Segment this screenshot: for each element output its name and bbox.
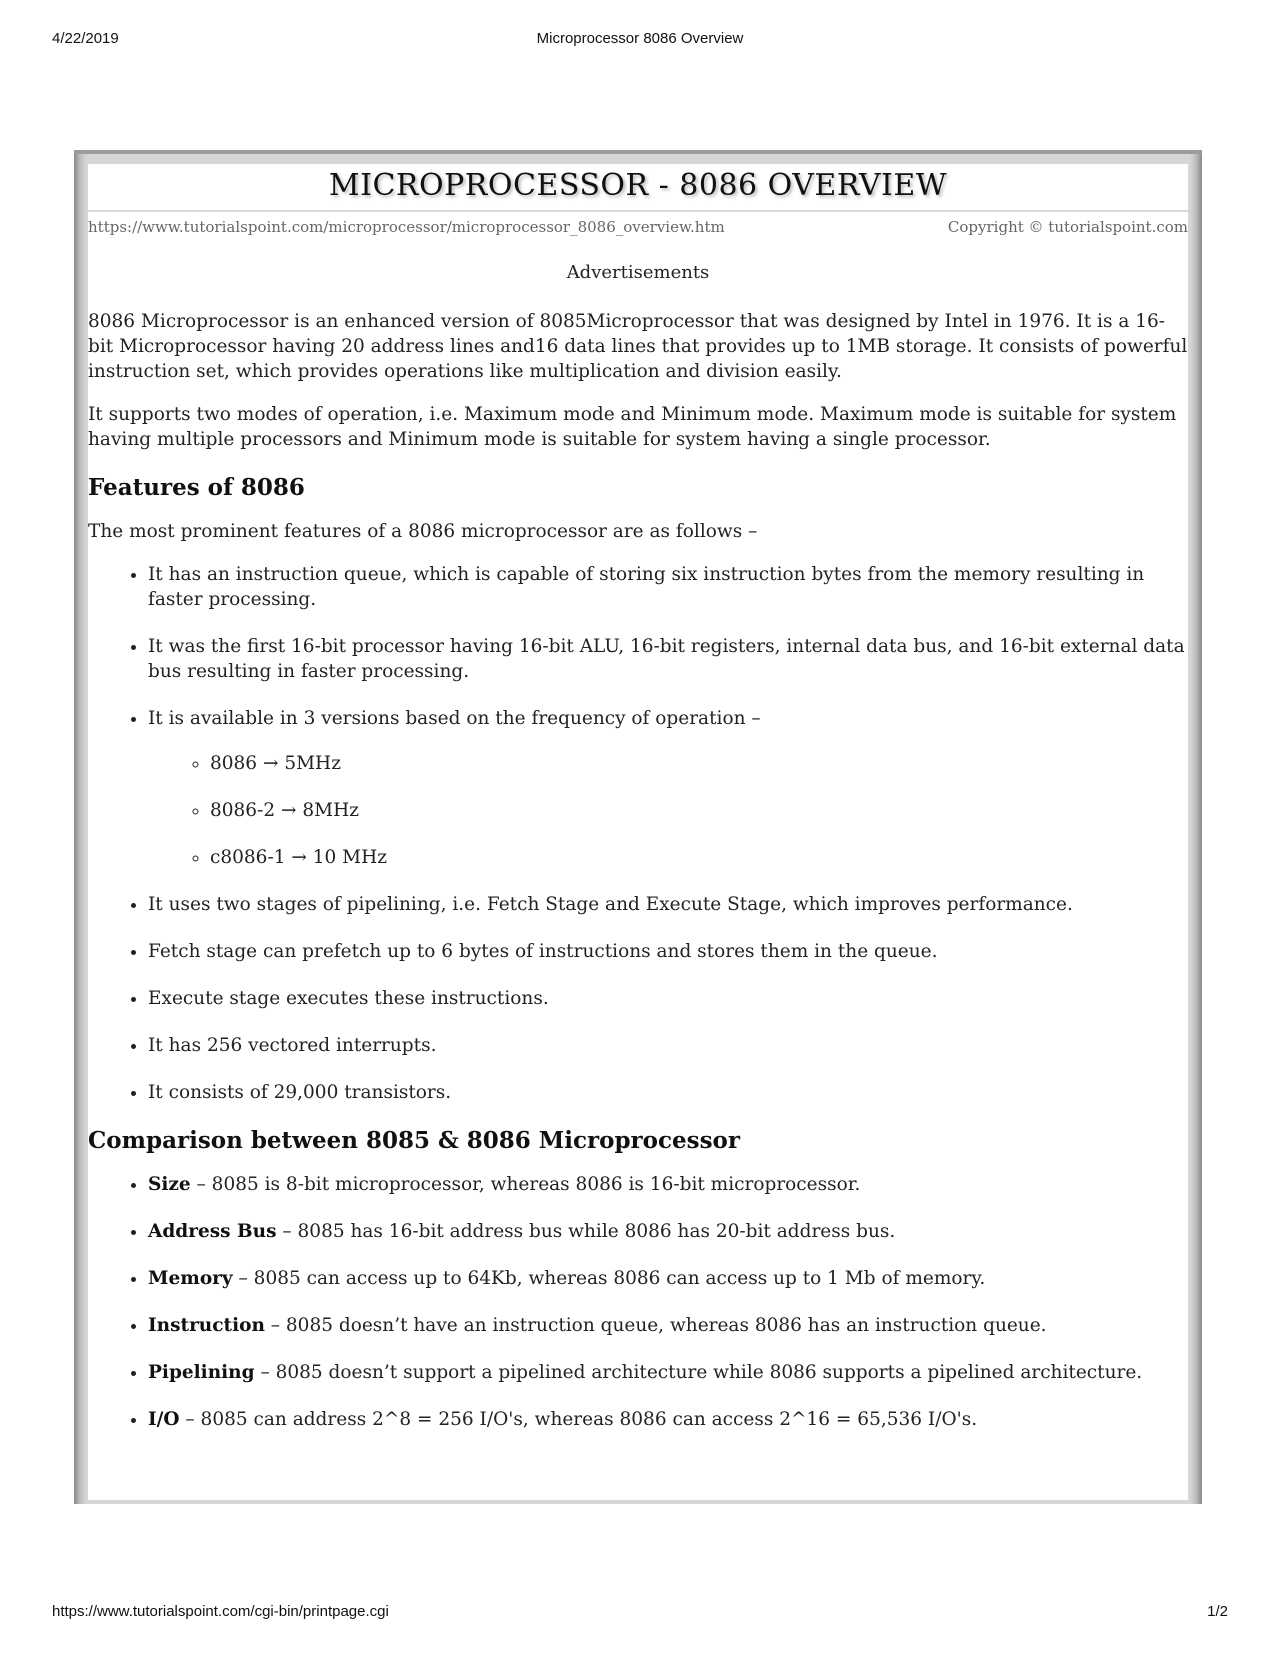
version-text: c8086-1 → 10 MHz — [210, 847, 387, 868]
comparison-text: – 8085 can access up to 64Kb, whereas 8086 can access up to 1 Mb of memory. — [232, 1268, 986, 1289]
article-page — [88, 164, 1188, 1500]
list-item — [148, 634, 1188, 684]
list-item-text: Fetch stage can prefetch up to 6 bytes of instructions and stores them in the queue. — [148, 941, 938, 962]
list-item-text: It was the first 16-bit processor having 16-bit ALU, 16-bit registers, internal data bus, and 16-bit external data bus resulting in faster processing. — [148, 636, 1185, 682]
list-item-text: It is available in 3 versions based on the frequency of operation – — [148, 708, 761, 729]
comparison-text: – 8085 doesn’t have an instruction queue, whereas 8086 has an instruction queue. — [264, 1315, 1047, 1336]
version-item — [210, 751, 1188, 776]
features-intro: The most prominent features of a 8086 microprocessor are as follows – — [88, 521, 758, 542]
page-number: 1/2 — [1207, 1603, 1228, 1620]
comparison-item — [148, 1172, 1188, 1197]
page-title: MICROPROCESSOR - 8086 OVERVIEW — [328, 168, 948, 203]
list-item — [148, 562, 1188, 612]
comparison-term: Size — [148, 1174, 191, 1195]
list-item — [148, 939, 1188, 964]
print-date: 4/22/2019 — [52, 30, 119, 47]
ads-label: Advertisements — [566, 262, 710, 283]
version-text: 8086-2 → 8MHz — [210, 800, 359, 821]
list-item-text: Execute stage executes these instructions. — [148, 988, 549, 1009]
comparison-text: – 8085 is 8-bit microprocessor, whereas 8086 is 16-bit microprocessor. — [190, 1174, 861, 1195]
comparison-term: Instruction — [148, 1315, 265, 1336]
versions-list — [148, 751, 1188, 870]
features-list — [88, 562, 1188, 1105]
comparison-text: – 8085 has 16-bit address bus while 8086 has 20-bit address bus. — [276, 1221, 896, 1242]
list-item — [148, 1033, 1188, 1058]
comparison-heading: Comparison between 8085 & 8086 Microprocessor — [88, 1127, 740, 1154]
comparison-term: Address Bus — [148, 1221, 277, 1242]
comparison-term: I/O — [148, 1409, 180, 1430]
print-header — [52, 30, 1228, 52]
list-item — [148, 706, 1188, 870]
comparison-item — [148, 1266, 1188, 1291]
list-item-text: It consists of 29,000 transistors. — [148, 1082, 452, 1103]
version-text: 8086 → 5MHz — [210, 753, 341, 774]
features-heading: Features of 8086 — [88, 474, 305, 501]
meta-row — [88, 212, 1188, 242]
version-item — [210, 845, 1188, 870]
list-item-text: It has an instruction queue, which is capable of storing six instruction bytes from the memory resulting in faster processing. — [148, 564, 1145, 610]
title-bar — [88, 164, 1188, 212]
comparison-item — [148, 1219, 1188, 1244]
list-item — [148, 1080, 1188, 1105]
print-title: Microprocessor 8086 Overview — [536, 30, 744, 47]
version-item — [210, 798, 1188, 823]
comparison-text: – 8085 doesn’t support a pipelined architecture while 8086 supports a pipelined architecture. — [254, 1362, 1143, 1383]
print-footer — [52, 1603, 1228, 1625]
copyright-notice: Copyright © tutorialspoint.com — [947, 218, 1188, 236]
intro-paragraph: 8086 Microprocessor is an enhanced version of 8085Microprocessor that was designed by Intel in 1976. It is a 16-bit Microprocessor having 20 address lines and16 data lines that provides up to 1MB storage. It consists of powerful instruction set, which provides operations like multiplication and division easily. — [88, 311, 1188, 382]
comparison-term: Pipelining — [148, 1362, 255, 1383]
list-item-text: It uses two stages of pipelining, i.e. Fetch Stage and Execute Stage, which improves performance. — [148, 894, 1073, 915]
list-item — [148, 986, 1188, 1011]
footer-url: https://www.tutorialspoint.com/cgi-bin/printpage.cgi — [52, 1603, 389, 1620]
comparison-item — [148, 1313, 1188, 1338]
comparison-list — [88, 1172, 1188, 1432]
comparison-term: Memory — [148, 1268, 233, 1289]
modes-paragraph: It supports two modes of operation, i.e. Maximum mode and Minimum mode. Maximum mode is suitable for system having multiple processors and Minimum mode is suitable for system having a single processor. — [88, 404, 1177, 450]
comparison-text: – 8085 can address 2^8 = 256 I/O's, whereas 8086 can access 2^16 = 65,536 I/O's. — [179, 1409, 978, 1430]
list-item — [148, 892, 1188, 917]
comparison-item — [148, 1407, 1188, 1432]
comparison-item — [148, 1360, 1188, 1385]
source-url: https://www.tutorialspoint.com/microprocessor/microprocessor_8086_overview.htm — [88, 218, 725, 236]
list-item-text: It has 256 vectored interrupts. — [148, 1035, 437, 1056]
